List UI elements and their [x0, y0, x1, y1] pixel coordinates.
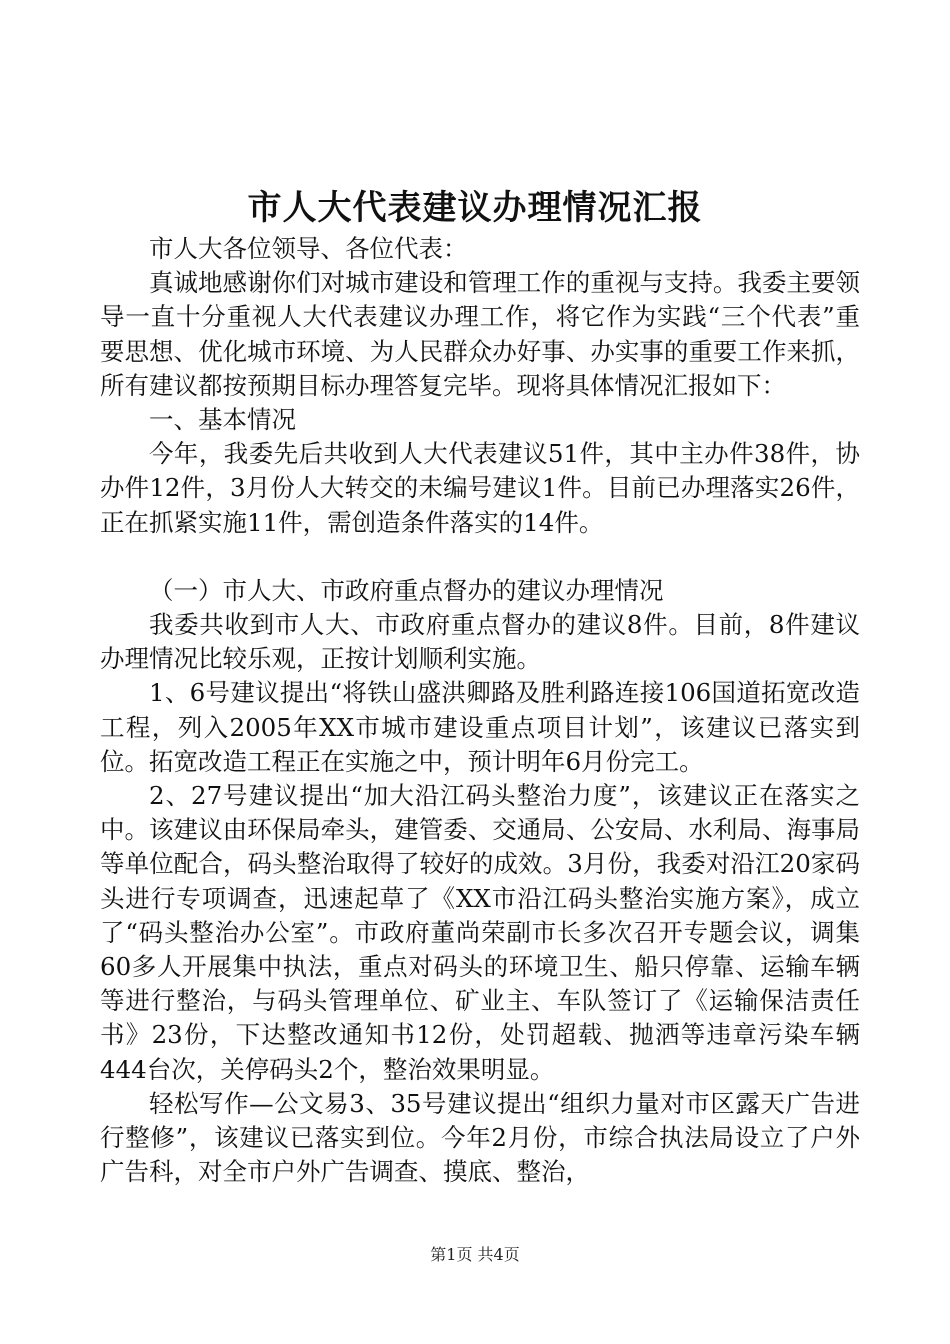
section-heading-basic-situation: 一、基本情况 [149, 405, 296, 435]
intro-paragraph: 真诚地感谢你们对城市建设和管理工作的重视与支持。我委主要领导一直十分重视人大代表建议办理工作，将它作为实践“三个代表”重要思想、优化城市环境、为人民群众办好事、办实事的重要工作来抓，所有建议都按预期目标办理答复完毕。现将具体情况汇报如下： [100, 268, 860, 400]
suggestion-27-paragraph: 2、27号建议提出“加大沿江码头整治力度”，该建议正在落实之中。该建议由环保局牵头，建管委、交通局、公安局、水利局、海事局等单位配合，码头整治取得了较好的成效。3月份，我委对沿江20家码头进行专项调查，迅速起草了《XX市沿江码头整治实施方案》，成立了“码头整治办公室”。市政府董尚荣副市长多次召开专题会议，调集60多人开展集中执法，重点对码头的环境卫生、船只停靠、运输车辆等进行整治，与码头管理单位、矿业主、车队签订了《运输保洁责任书》23份，下达整改通知书12份，处罚超载、抛洒等违章污染车辆444台次，关停码头2个，整治效果明显。 [100, 781, 860, 1084]
basic-situation-paragraph: 今年，我委先后共收到人大代表建议51件，其中主办件38件，协办件12件，3月份人大转交的未编号建议1件。目前已办理落实26件，正在抓紧实施11件，需创造条件落实的14件。 [100, 439, 860, 537]
key-supervised-paragraph: 我委共收到市人大、市政府重点督办的建议8件。目前，8件建议办理情况比较乐观，正按计划顺利实施。 [100, 610, 860, 674]
document-body [100, 232, 860, 1189]
page-number-footer: 第1页 共4页 [430, 1245, 520, 1264]
document-title: 市人大代表建议办理情况汇报 [247, 188, 703, 228]
suggestion-6-paragraph: 1、6号建议提出“将铁山盛洪卿路及胜利路连接106国道拓宽改造工程，列入2005年XX市城市建设重点项目计划”，该建议已落实到位。拓宽改造工程正在实施之中，预计明年6月份完工。 [100, 678, 860, 776]
subsection-heading-key-supervised: （一）市人大、市政府重点督办的建议办理情况 [149, 575, 664, 605]
suggestion-35-paragraph: 轻松写作—公文易3、35号建议提出“组织力量对市区露天广告进行整修”，该建议已落实到位。今年2月份，市综合执法局设立了户外广告科，对全市户外广告调查、摸底、整治， [100, 1088, 860, 1187]
salutation-paragraph: 市人大各位领导、各位代表： [149, 234, 468, 263]
